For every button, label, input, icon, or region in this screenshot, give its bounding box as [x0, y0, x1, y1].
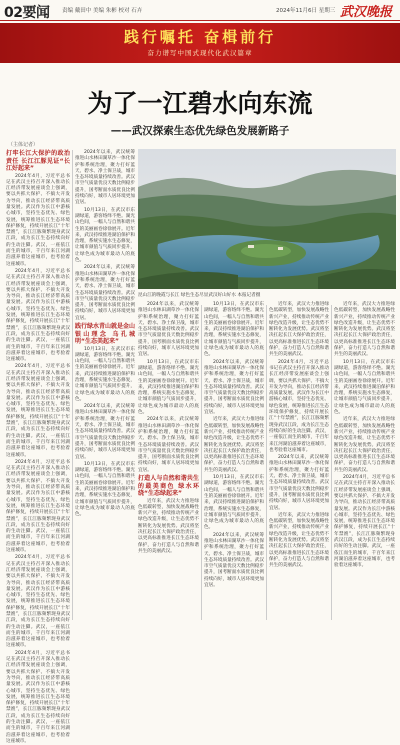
article-title: 为了一江碧水向东流 — [87, 89, 313, 118]
column-3-text-b: 10月13日，在武汉市东湖绿道，游客络绎不绝。湖光山色间，一幅人与自然和谐共生的美丽画卷徐徐展开。近年来，武汉持续推进湖泊保护和治理，系统实施水生态修复，让城市颜值与气质同步提升，让绿色成为城市最动人的底色。 — [138, 359, 199, 416]
column-divider — [72, 150, 73, 620]
column-6-text-b: 10月13日，在武汉市东湖绿道，游客络绎不绝。湖光山色间，一幅人与自然和谐共生的美丽画卷徐徐展开。近年来，武汉持续推进湖泊保护和治理，系统实施水生态修复，让城市颜值与气质同步提升，让绿色成为城市最动人的底色。 — [334, 359, 395, 416]
column-6-text-c: 近年来，武汉大力推进绿色低碳转型，加快发展战略性新兴产业，持续推动传统产业绿色改造升级，让生态优势不断转化为发展优势。武汉将坚决扛起长江大保护政治责任，以更高标准推进长江生态环境保护，奋力打造人与自然和谐共生的美丽武汉。 — [334, 417, 395, 473]
column-2-text-f: 10月13日，在武汉市东湖绿道，游客络绎不绝。湖光山色间，一幅人与自然和谐共生的美丽画卷徐徐展开。近年来，武汉持续推进湖泊保护和治理，系统实施水生态修复，让城市颜值与气质同步提升，让绿色成为城市最动人的底色。 — [75, 461, 135, 518]
newspaper-logo: 武汉晚报 — [340, 5, 393, 20]
article-column-6 — [334, 302, 395, 620]
column-4-text-d: 10月13日，在武汉市东湖绿道，游客络绎不绝。湖光山色间，一幅人与自然和谐共生的美丽画卷徐徐展开。近年来，武汉持续推进湖泊保护和治理，系统实施水生态修复，让城市颜值与气质同步提升，让绿色成为城市最动人的底色。 — [204, 475, 264, 531]
column-3-text: 2024年以来，武汉统筹推进山水林田湖草沙一体化保护和系统治理，聚力打好蓝天、碧水、净土保卫战，城市生态环境质量持续改善。武汉市空气质量优良天数比例稳步提升，国考断面水质优良比例持续向好，城市人居环境更加宜居。 — [138, 302, 199, 358]
column-divider — [201, 305, 202, 620]
column-2-text-b: 10月13日，在武汉市东湖绿道，游客络绎不绝。湖光山色间，一幅人与自然和谐共生的美丽画卷徐徐展开。近年来，武汉持续推进湖泊保护和治理，系统实施水生态修复，让城市颜值与气质同步提升，让绿色成为城市最动人的底色。 — [75, 207, 135, 264]
column-2-text: 2024年以来，武汉统筹推进山水林田湖草沙一体化保护和系统治理，聚力打好蓝天、碧水、净土保卫战，城市生态环境质量持续改善。武汉市空气质量优良天数比例稳步提升，国考断面水质优良比例持续向好，城市人居环境更加宜居。 — [75, 150, 135, 206]
column-2-text-d: 10月13日，在武汉市东湖绿道，游客络绎不绝。湖光山色间，一幅人与自然和谐共生的美丽画卷徐徐展开。近年来，武汉持续推进湖泊保护和治理，系统实施水生态修复，让城市颜值与气质同步提升，让绿色成为城市最动人的底色。 — [75, 346, 135, 402]
article-byline: （主体记者） — [8, 142, 39, 148]
column-6-text: 近年来，武汉大力推进绿色低碳转型，加快发展战略性新兴产业，持续推动传统产业绿色改造升级，让生态优势不断转化为发展优势。武汉将坚决扛起长江大保护政治责任，以更高标准推进长江生态环境保护，奋力打造人与自然和谐共生的美丽武汉。 — [334, 302, 395, 358]
column-1-text-repeat-2: 2024年4月，习近平总书记在武汉主持召开深入推动长江经济带发展座谈会上强调，要以共抓大保护、不搞大开发为导向，推动长江经济带高质量发展。武汉作为长江中游核心城市，坚持生态优先、绿色发展，统筹推进长江生态环境保护修复，持续开展长江“十年禁渔”，长江江豚频繁现身武汉江段，成为长江生态持续向好的生动注脚。武汉，一座依江而生的城市，千百年来江河湖泊滋养着这座城市，也考验着这座城市。 — [6, 364, 70, 458]
column-5-text-b: 2024年4月，习近平总书记在武汉主持召开深入推动长江经济带发展座谈会上强调，要以共抓大保护、不搞大开发为导向，推动长江经济带高质量发展。武汉作为长江中游核心城市，坚持生态优先、绿色发展，统筹推进长江生态环境保护修复，持续开展长江“十年禁渔”，长江江豚频繁现身武汉江段，成为长江生态持续向好的生动注脚。武汉，一座依江而生的城市，千百年来江河湖泊滋养着这座城市，也考验着这座城市。 — [269, 359, 329, 453]
column-1-text-repeat-5: 2024年4月，习近平总书记在武汉主持召开深入推动长江经济带发展座谈会上强调，要以共抓大保护、不搞大开发为导向，推动长江经济带高质量发展。武汉作为长江中游核心城市，坚持生态优先、绿色发展，统筹推进长江生态环境保护修复，持续开展长江“十年禁渔”，长江江豚频繁现身武汉江段，成为长江生态持续向好的生动注脚。武汉，一座依江而生的城市，千百年来江河湖泊滋养着这座城市，也考验着这座城市。 — [6, 650, 70, 744]
column-2-text-c: 2024年以来，武汉统筹推进山水林田湖草沙一体化保护和系统治理，聚力打好蓝天、碧水、净土保卫战，城市生态环境质量持续改善。武汉市空气质量优良天数比例稳步提升，国考断面水质优良比例持续向好，城市人居环境更加宜居。 — [75, 265, 135, 321]
column-5-text-d: 近年来，武汉大力推进绿色低碳转型，加快发展战略性新兴产业，持续推动传统产业绿色改造升级，让生态优势不断转化为发展优势。武汉将坚决扛起长江大保护政治责任，以更高标准推进长江生态环境保护，奋力打造人与自然和谐共生的美丽武汉。 — [269, 512, 329, 569]
section-heading-2: 践行绿水青山就是金山银山理念 乌孔城明“生态美起来” — [75, 323, 136, 346]
column-2-text-e: 2024年以来，武汉统筹推进山水林田湖草沙一体化保护和系统治理，聚力打好蓝天、碧水、净土保卫战，城市生态环境质量持续改善。武汉市空气质量优良天数比例稳步提升，国考断面水质优良比例持续向好，城市人居环境更加宜居。 — [75, 404, 135, 460]
banner-subline: 奋力谱写中国式现代化武汉篇章 — [147, 49, 253, 57]
article-column-1 — [6, 150, 70, 744]
issue-date: 2024年11月6日 星期三 — [276, 8, 336, 14]
column-4-text-b: 2024年以来，武汉统筹推进山水林田湖草沙一体化保护和系统治理，聚力打好蓝天、碧水、净土保卫战，城市生态环境质量持续改善。武汉市空气质量优良天数比例稳步提升，国考断面水质优良比例持续向好，城市人居环境更加宜居。 — [204, 359, 264, 416]
column-3-text-d: 近年来，武汉大力推进绿色低碳转型，加快发展战略性新兴产业，持续推动传统产业绿色改造升级，让生态优势不断转化为发展优势。武汉将坚决扛起长江大保护政治责任，以更高标准推进长江生态环境保护，奋力打造人与自然和谐共生的美丽武汉。 — [138, 498, 199, 554]
editor-credits: 责编 戴田中 美编 朱彬 校对 石卉 — [62, 8, 143, 14]
page-header — [0, 0, 400, 21]
article-photo — [138, 149, 396, 289]
landscape-photo — [138, 149, 396, 289]
column-divider — [266, 305, 267, 620]
column-divider — [331, 305, 332, 620]
article-subtitle: ——武汉探索生态优先绿色发展新路子 — [110, 125, 290, 137]
column-1-text-repeat: 2024年4月，习近平总书记在武汉主持召开深入推动长江经济带发展座谈会上强调，要以共抓大保护、不搞大开发为导向，推动长江经济带高质量发展。武汉作为长江中游核心城市，坚持生态优先、绿色发展，统筹推进长江生态环境保护修复，持续开展长江“十年禁渔”，长江江豚频繁现身武汉江段，成为长江生态持续向好的生动注脚。武汉，一座依江而生的城市，千百年来江河湖泊滋养着这座城市，也考验着这座城市。 — [6, 268, 70, 363]
article-column-4 — [204, 302, 264, 620]
column-4-text-e: 2024年以来，武汉统筹推进山水林田湖草沙一体化保护和系统治理，聚力打好蓝天、碧水、净土保卫战，城市生态环境质量持续改善。武汉市空气质量优良天数比例稳步提升，国考断面水质优良比例持续向好，城市人居环境更加宜居。 — [204, 532, 264, 589]
banner-slogan: 践行嘱托 奋楫前行 — [123, 28, 277, 46]
article-column-3 — [138, 302, 199, 620]
article-column-2 — [75, 150, 135, 620]
column-5-text: 近年来，武汉大力推进绿色低碳转型，加快发展战略性新兴产业，持续推动传统产业绿色改造升级，让生态优势不断转化为发展优势。武汉将坚决扛起长江大保护政治责任，以更高标准推进长江生态环境保护，奋力打造人与自然和谐共生的美丽武汉。 — [269, 302, 329, 358]
column-3-text-c: 2024年以来，武汉统筹推进山水林田湖草沙一体化保护和系统治理，聚力打好蓝天、碧水、净土保卫战，城市生态环境质量持续改善。武汉市空气质量优良天数比例稳步提升，国考断面水质优良比例持续向好，城市人居环境更加宜居。 — [138, 417, 199, 473]
column-1-text-repeat-3: 2024年4月，习近平总书记在武汉主持召开深入推动长江经济带发展座谈会上强调，要以共抓大保护、不搞大开发为导向，推动长江经济带高质量发展。武汉作为长江中游核心城市，坚持生态优先、绿色发展，统筹推进长江生态环境保护修复，持续开展长江“十年禁渔”，长江江豚频繁现身武汉江段，成为长江生态持续向好的生动注脚。武汉，一座依江而生的城市，千百年来江河湖泊滋养着这座城市，也考验着这座城市。 — [6, 459, 70, 554]
column-1-text-repeat-4: 2024年4月，习近平总书记在武汉主持召开深入推动长江经济带发展座谈会上强调，要以共抓大保护、不搞大开发为导向，推动长江经济带高质量发展。武汉作为长江中游核心城市，坚持生态优先、绿色发展，统筹推进长江生态环境保护修复，持续开展长江“十年禁渔”，长江江豚频繁现身武汉江段，成为长江生态持续向好的生动注脚。武汉，一座依江而生的城市，千百年来江河湖泊滋养着这座城市，也考验着这座城市。 — [6, 555, 70, 649]
section-heading-1: 打牢长江大保护的政治责任 长江江豚见证“长江好起来” — [6, 150, 70, 172]
column-5-text-c: 2024年以来，武汉统筹推进山水林田湖草沙一体化保护和系统治理，聚力打好蓝天、碧水、净土保卫战，城市生态环境质量持续改善。武汉市空气质量优良天数比例稳步提升，国考断面水质优良比例持续向好，城市人居环境更加宜居。 — [269, 455, 329, 511]
column-1-text: 2024年4月，习近平总书记在武汉主持召开深入推动长江经济带发展座谈会上强调，要以共抓大保护、不搞大开发为导向，推动长江经济带高质量发展。武汉作为长江中游核心城市，坚持生态优先、绿色发展，统筹推进长江生态环境保护修复，持续开展长江“十年禁渔”，长江江豚频繁现身武汉江段，成为长江生态持续向好的生动注脚。武汉，一座依江而生的城市，千百年来江河湖泊滋养着这座城市，也考验着这座城市。 — [6, 173, 70, 267]
article-column-5 — [269, 302, 329, 620]
column-4-text: 10月13日，在武汉市东湖绿道，游客络绎不绝。湖光山色间，一幅人与自然和谐共生的美丽画卷徐徐展开。近年来，武汉持续推进湖泊保护和治理，系统实施水生态修复，让城市颜值与气质同步提升，让绿色成为城市最动人的底色。 — [204, 302, 264, 358]
section-heading-3: 打造人与自然和谐共生的最美商色 绿水环绕“生态绿起来” — [138, 475, 199, 498]
column-6-text-d: 2024年4月，习近平总书记在武汉主持召开深入推动长江经济带发展座谈会上强调，要以共抓大保护、不搞大开发为导向，推动长江经济带高质量发展。武汉作为长江中游核心城市，坚持生态优先、绿色发展，统筹推进长江生态环境保护修复，持续开展长江“十年禁渔”，长江江豚频繁现身武汉江段，成为长江生态持续向好的生动注脚。武汉，一座依江而生的城市，千百年来江河湖泊滋养着这座城市，也考验着这座城市。 — [334, 475, 395, 569]
page-number: 02要闻 — [4, 5, 50, 21]
slogan-banner — [0, 23, 400, 63]
column-4-text-c: 近年来，武汉大力推进绿色低碳转型，加快发展战略性新兴产业，持续推动传统产业绿色改造升级，让生态优势不断转化为发展优势。武汉将坚决扛起长江大保护政治责任，以更高标准推进长江生态环境保护，奋力打造人与自然和谐共生的美丽武汉。 — [204, 417, 264, 473]
photo-caption: 昆山江的晚霞与长江 绿色生态尽显武汉好山好水 本报记者摄 — [138, 293, 261, 298]
